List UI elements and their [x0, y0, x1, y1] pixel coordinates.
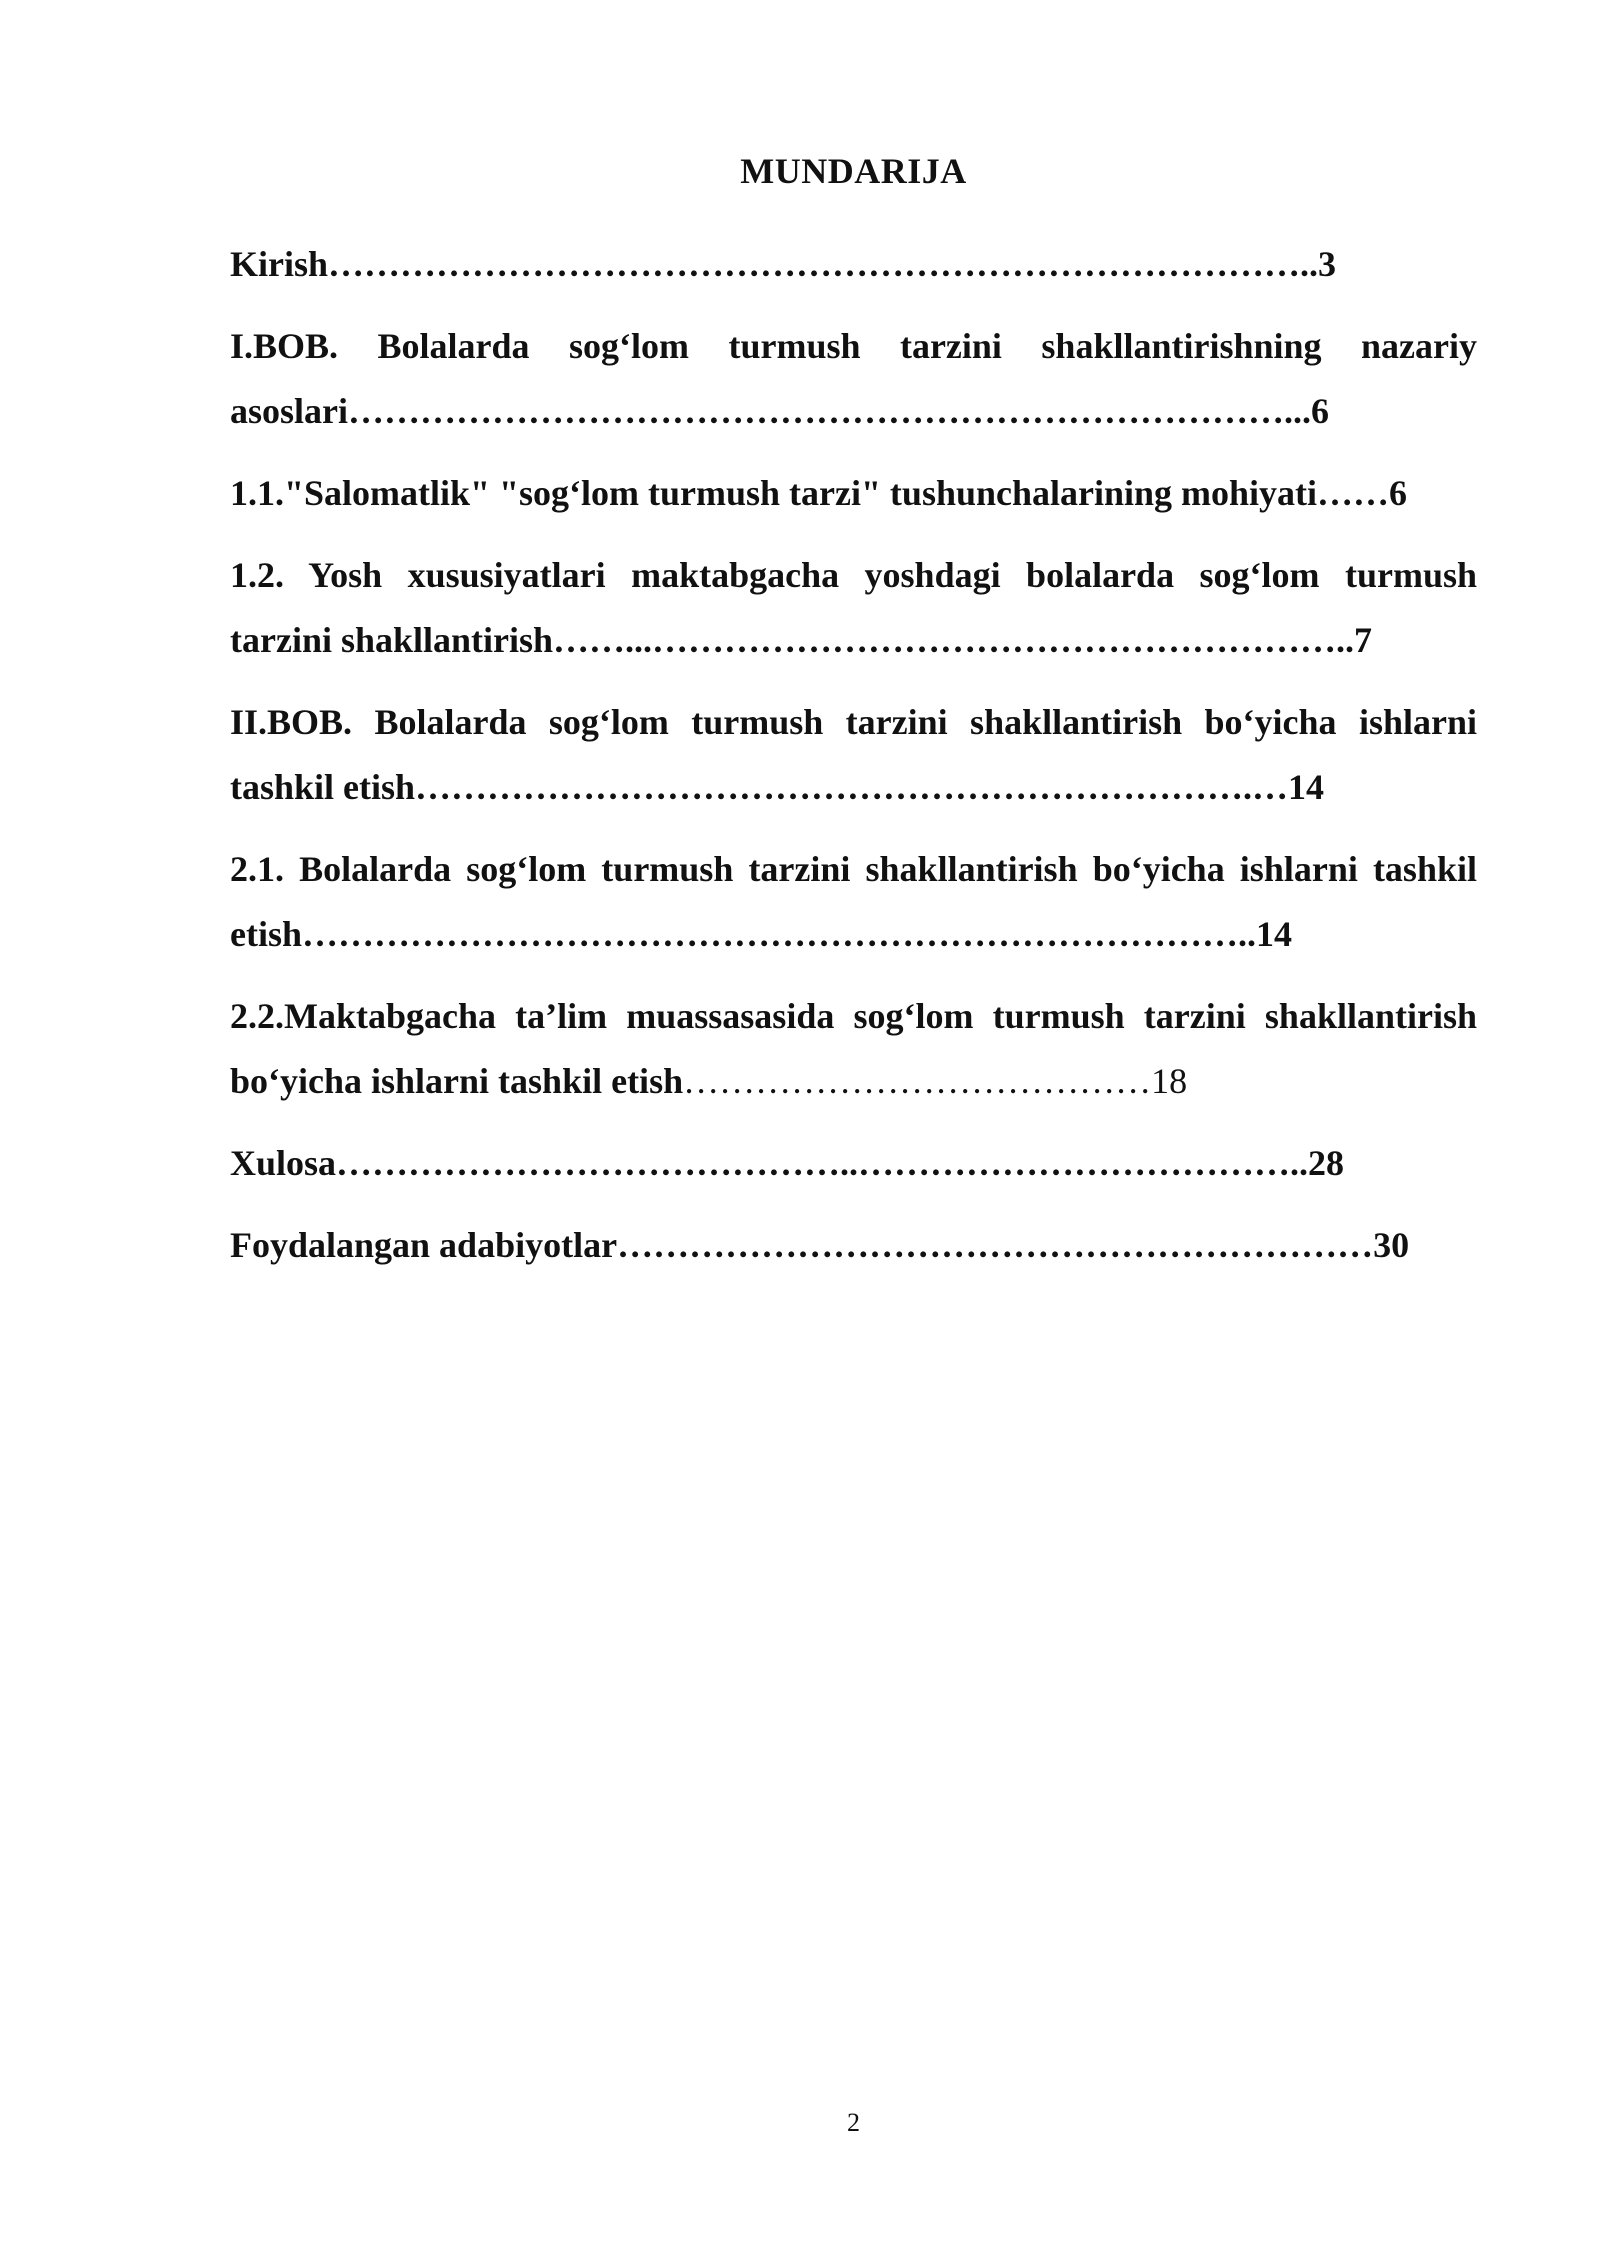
page-number: 2 [847, 2108, 860, 2137]
toc-entry-references[interactable] [230, 1213, 1477, 1278]
toc-entry-title: I.BOB. Bolalarda sog‘lom turmush tarzini shakllantirishning nazariy [230, 326, 1486, 366]
toc-entry-kirish[interactable] [230, 232, 1477, 297]
toc-entry-text: tarzini shakllantirish……...…………………………………………………..7 [230, 620, 1373, 660]
toc-entry-section-2-1[interactable] [230, 837, 1486, 967]
toc-entry-text: Foydalangan adabiyotlar………………………………………………………30 [230, 1225, 1410, 1265]
toc-entry-title-end: bo‘yicha ishlarni tashkil etish [230, 1061, 684, 1101]
toc-entry-title: II.BOB. Bolalarda sog‘lom turmush tarzini shakllantirish bo‘yicha ishlarni [230, 702, 1486, 742]
toc-entry-title: 1.2. Yosh xususiyatlari maktabgacha yoshdagi bolalarda sog‘lom turmush [230, 555, 1486, 595]
toc-entry-xulosa[interactable] [230, 1131, 1477, 1196]
toc-entry-section-2-2[interactable] [230, 984, 1486, 1114]
toc-entry-text: tashkil etish…………………………………………………………….…14 [230, 767, 1325, 807]
toc-entry-text: 1.1."Salomatlik" "sog‘lom turmush tarzi" tushunchalarining mohiyati……6 [230, 473, 1408, 513]
toc-entry-chapter-1[interactable] [230, 314, 1486, 444]
toc-entry-text: etish……………………………………………………………………..14 [230, 914, 1292, 954]
toc-entry-title: 2.2.Maktabgacha ta’lim muassasasida sog‘lom turmush tarzini shakllantirish [230, 996, 1486, 1036]
toc-entry-chapter-2[interactable] [230, 690, 1486, 820]
toc-entry-text: asoslari……………………………………………………………………...6 [230, 391, 1330, 431]
toc-entry-leader-page: …………………………………18 [683, 1061, 1188, 1101]
toc-entry-section-1-2[interactable] [230, 543, 1486, 673]
toc-entry-text: Xulosa……………………………………..………………………………..28 [230, 1143, 1345, 1183]
table-of-contents [230, 232, 1486, 1295]
toc-entry-section-1-1[interactable] [230, 461, 1477, 526]
toc-entry-title: 2.1. Bolalarda sog‘lom turmush tarzini shakllantirish bo‘yicha ishlarni tashkil [230, 849, 1486, 889]
toc-title: MUNDARIJA [740, 151, 967, 191]
toc-entry-text: Kirish………………………………………………………………………..3 [230, 244, 1337, 284]
